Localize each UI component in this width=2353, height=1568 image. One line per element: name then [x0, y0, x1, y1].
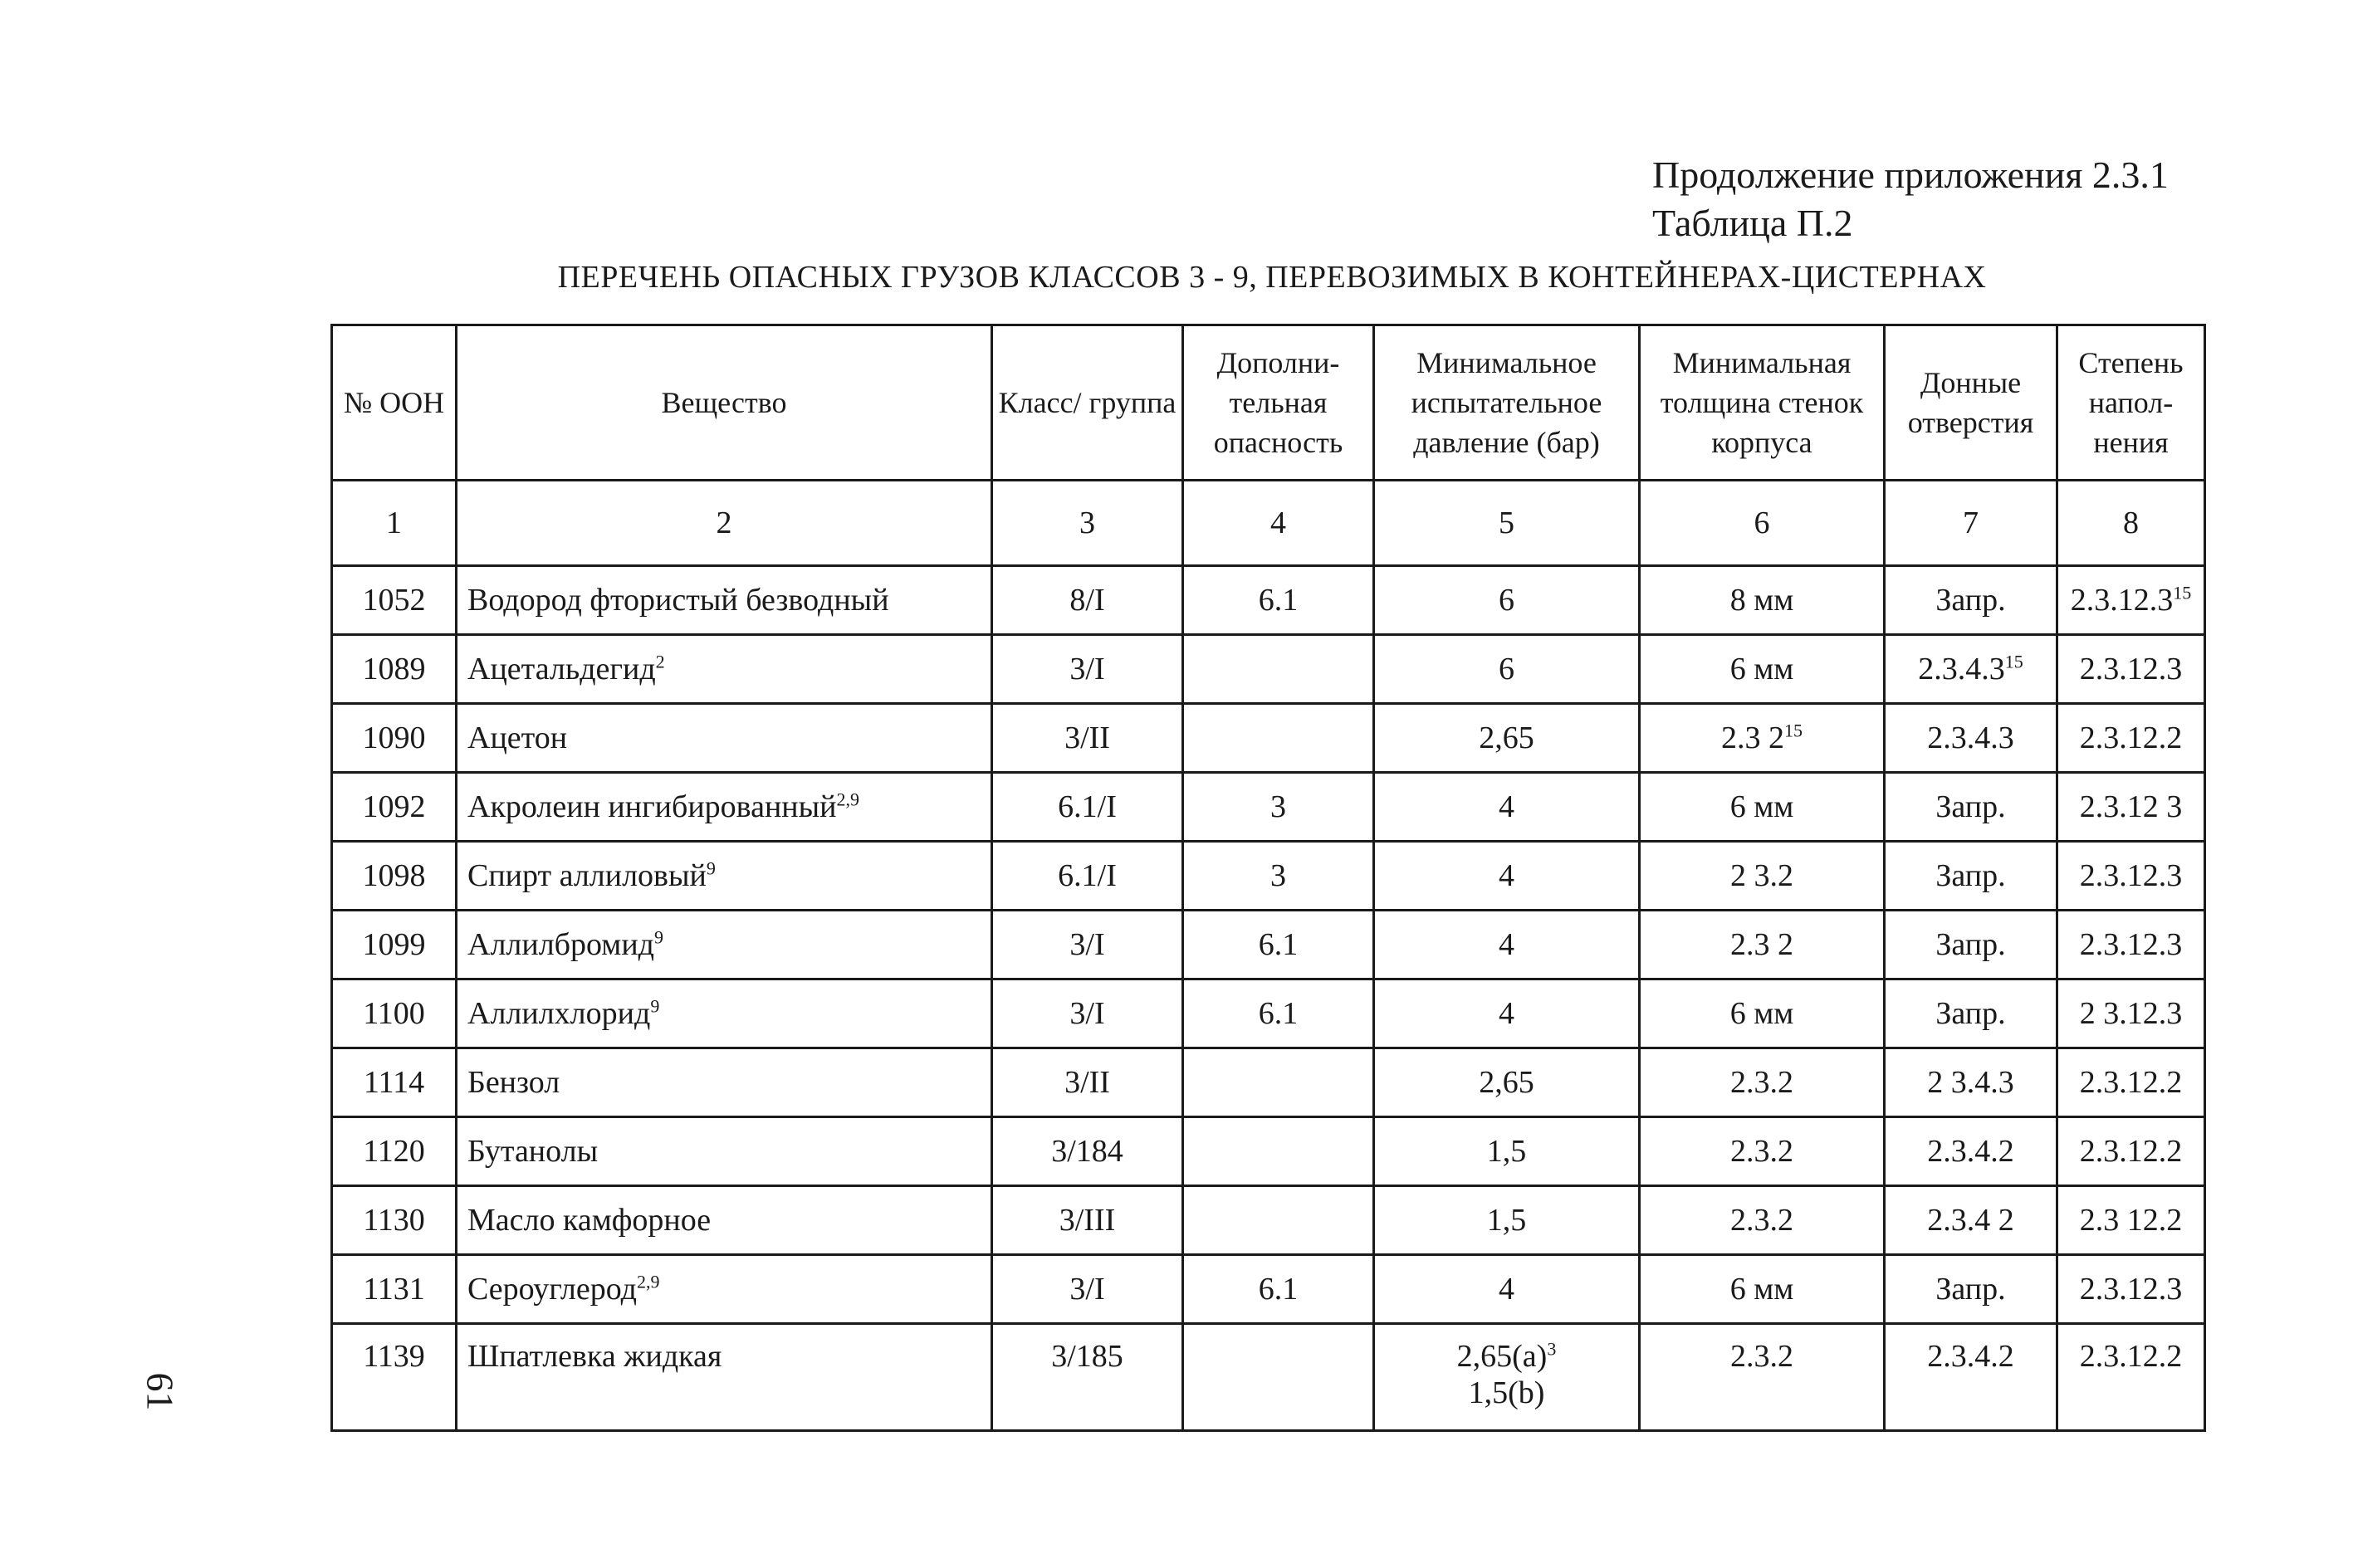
substance-cell	[457, 1117, 992, 1186]
bottom-openings-cell	[1885, 1117, 2057, 1186]
footnote-reference: 9	[706, 857, 716, 879]
un-number-cell	[332, 1324, 457, 1431]
un-number-cell	[332, 1048, 457, 1117]
test-pressure-cell	[1374, 1255, 1640, 1324]
filling-degree-cell-value: 2 3.12.3	[2079, 996, 2183, 1031]
test-pressure-cell	[1374, 1324, 1640, 1431]
filling-degree-cell-value: 2.3.12.2	[2079, 1339, 2183, 1374]
un-number-cell	[332, 1117, 457, 1186]
filling-degree-cell	[2057, 635, 2205, 704]
filling-degree-cell-value: 2.3.12.3	[2079, 652, 2183, 686]
column-header: Вещество	[457, 325, 992, 481]
wall-thickness-cell	[1640, 635, 1885, 704]
wall-thickness-cell	[1640, 1117, 1885, 1186]
substance-cell	[457, 1324, 992, 1431]
continuation-label: Продолжение приложения 2.3.1	[1652, 154, 2169, 196]
class-group-cell-value: 3/I	[1069, 652, 1105, 686]
un-number-cell	[332, 773, 457, 842]
filling-degree-cell	[2057, 1255, 2205, 1324]
substance-cell	[457, 635, 992, 704]
filling-degree-cell-value: 2.3.12.3	[2079, 927, 2183, 962]
footnote-reference: 2	[655, 651, 665, 672]
substance-cell-value: Спирт аллиловый	[467, 858, 707, 893]
filling-degree-cell-value: 2.3.12.3	[2079, 1272, 2183, 1307]
table-row	[332, 911, 2205, 979]
un-number-cell-value: 1131	[363, 1272, 425, 1307]
filling-degree-cell	[2057, 911, 2205, 979]
additional-hazard-cell-value: 6.1	[1258, 583, 1299, 618]
un-number-cell	[332, 911, 457, 979]
table-row	[332, 773, 2205, 842]
bottom-openings-cell-value: Запр.	[1935, 1272, 2006, 1307]
bottom-openings-cell	[1885, 979, 2057, 1048]
substance-cell	[457, 1255, 992, 1324]
filling-degree-cell	[2057, 842, 2205, 911]
class-group-cell	[992, 566, 1183, 635]
un-number-cell	[332, 842, 457, 911]
wall-thickness-cell-value: 6 мм	[1729, 789, 1794, 824]
additional-hazard-cell	[1183, 979, 1374, 1048]
column-number-row	[332, 481, 2205, 566]
substance-cell	[457, 911, 992, 979]
table-row	[332, 1255, 2205, 1324]
footnote-reference: 2,9	[836, 789, 860, 810]
additional-hazard-cell-value: 3	[1270, 858, 1286, 893]
bottom-openings-cell	[1885, 1186, 2057, 1255]
test-pressure-cell-value: 1,5	[1486, 1134, 1527, 1169]
wall-thickness-cell	[1640, 979, 1885, 1048]
class-group-cell	[992, 635, 1183, 704]
substance-cell-value: Бутанолы	[467, 1134, 599, 1169]
un-number-cell	[332, 566, 457, 635]
test-pressure-cell	[1374, 1048, 1640, 1117]
filling-degree-cell-value: 2.3.12.3	[2079, 858, 2183, 893]
test-pressure-cell	[1374, 635, 1640, 704]
class-group-cell	[992, 704, 1183, 773]
test-pressure-cell	[1374, 704, 1640, 773]
wall-thickness-cell-value: 6 мм	[1729, 996, 1794, 1031]
test-pressure-cell-value: 4	[1499, 789, 1514, 824]
test-pressure-cell-value: 4	[1499, 996, 1514, 1031]
filling-degree-cell	[2057, 1117, 2205, 1186]
filling-degree-cell	[2057, 1324, 2205, 1431]
bottom-openings-cell	[1885, 704, 2057, 773]
additional-hazard-cell	[1183, 1255, 1374, 1324]
column-number: 5	[1374, 481, 1640, 566]
additional-hazard-cell	[1183, 1117, 1374, 1186]
wall-thickness-cell	[1640, 1255, 1885, 1324]
footnote-reference: 3	[1547, 1338, 1557, 1360]
footnote-reference: 15	[2004, 651, 2023, 672]
additional-hazard-cell	[1183, 1324, 1374, 1431]
table-row	[332, 1324, 2205, 1431]
filling-degree-cell-value: 2.3 12.2	[2079, 1203, 2183, 1238]
substance-cell-value: Сероуглерод	[467, 1272, 637, 1307]
column-header: Донные отверстия	[1885, 325, 2057, 481]
substance-cell-value: Аллилхлорид	[467, 996, 651, 1031]
class-group-cell-value: 3/184	[1051, 1134, 1123, 1169]
substance-cell-value: Ацетон	[467, 720, 568, 755]
test-pressure-second-line: 1,5(b)	[1468, 1375, 1545, 1410]
wall-thickness-cell-value: 2.3 2	[1730, 927, 1793, 962]
additional-hazard-cell	[1183, 704, 1374, 773]
substance-cell-value: Водород фтористый безводный	[467, 583, 889, 618]
class-group-cell	[992, 1117, 1183, 1186]
class-group-cell	[992, 1324, 1183, 1431]
bottom-openings-cell	[1885, 566, 2057, 635]
table-row	[332, 1186, 2205, 1255]
test-pressure-cell-value: 2,65	[1479, 720, 1534, 755]
wall-thickness-cell-value: 2.3.2	[1730, 1065, 1793, 1100]
wall-thickness-cell	[1640, 566, 1885, 635]
bottom-openings-cell	[1885, 1255, 2057, 1324]
un-number-cell-value: 1090	[362, 720, 426, 755]
additional-hazard-cell-value: 6.1	[1258, 996, 1299, 1031]
substance-cell	[457, 1186, 992, 1255]
test-pressure-cell	[1374, 1117, 1640, 1186]
column-number: 1	[332, 481, 457, 566]
un-number-cell-value: 1092	[362, 789, 426, 824]
bottom-openings-cell-value: 2.3.4.3	[1918, 652, 2005, 686]
wall-thickness-cell-value: 8 мм	[1729, 583, 1794, 618]
test-pressure-cell	[1374, 911, 1640, 979]
substance-cell-value: Аллилбромид	[467, 927, 654, 962]
filling-degree-cell	[2057, 773, 2205, 842]
un-number-cell-value: 1099	[362, 927, 426, 962]
table-row	[332, 979, 2205, 1048]
filling-degree-cell-value: 2.3.12.3	[2070, 583, 2174, 618]
column-number: 2	[457, 481, 992, 566]
wall-thickness-cell-value: 2 3.2	[1730, 858, 1793, 893]
class-group-cell-value: 3/I	[1069, 1272, 1105, 1307]
test-pressure-cell-value: 2,65(a)	[1456, 1339, 1548, 1374]
un-number-cell-value: 1089	[362, 652, 426, 686]
bottom-openings-cell	[1885, 842, 2057, 911]
test-pressure-cell-value: 1,5	[1486, 1203, 1527, 1238]
table-label: Таблица П.2	[1652, 202, 1853, 244]
additional-hazard-cell-value: 3	[1270, 789, 1286, 824]
filling-degree-cell-value: 2.3.12.2	[2079, 1134, 2183, 1169]
class-group-cell-value: 8/I	[1069, 583, 1105, 618]
page-number: 61	[139, 1372, 182, 1411]
bottom-openings-cell-value: 2 3.4.3	[1927, 1065, 2014, 1100]
additional-hazard-cell	[1183, 773, 1374, 842]
substance-cell-value: Масло камфорное	[467, 1203, 712, 1238]
substance-cell	[457, 704, 992, 773]
un-number-cell	[332, 1255, 457, 1324]
un-number-cell-value: 1098	[362, 858, 426, 893]
bottom-openings-cell	[1885, 1324, 2057, 1431]
additional-hazard-cell	[1183, 1186, 1374, 1255]
bottom-openings-cell-value: Запр.	[1935, 583, 2006, 618]
dangerous-goods-table	[330, 324, 2206, 1432]
column-number: 4	[1183, 481, 1374, 566]
column-header: Минимальная толщина стенок корпуса	[1640, 325, 1885, 481]
un-number-cell	[332, 704, 457, 773]
table-row	[332, 842, 2205, 911]
filling-degree-cell-value: 2.3.12.2	[2079, 720, 2183, 755]
class-group-cell-value: 6.1/I	[1058, 789, 1117, 824]
filling-degree-cell-value: 2.3.12.2	[2079, 1065, 2183, 1100]
test-pressure-cell	[1374, 979, 1640, 1048]
un-number-cell	[332, 635, 457, 704]
document-heading	[1652, 151, 2169, 247]
un-number-cell	[332, 1186, 457, 1255]
bottom-openings-cell-value: 2.3.4.2	[1927, 1339, 2014, 1374]
table-body	[332, 566, 2205, 1431]
column-number: 8	[2057, 481, 2205, 566]
additional-hazard-cell-value: 6.1	[1258, 927, 1299, 962]
test-pressure-cell-value: 2,65	[1479, 1065, 1534, 1100]
wall-thickness-cell	[1640, 842, 1885, 911]
class-group-cell-value: 3/II	[1064, 1065, 1110, 1100]
header-row	[332, 325, 2205, 481]
wall-thickness-cell-value: 2.3.2	[1730, 1339, 1793, 1374]
un-number-cell-value: 1100	[363, 996, 425, 1031]
wall-thickness-cell-value: 2.3.2	[1730, 1203, 1793, 1238]
column-number: 6	[1640, 481, 1885, 566]
test-pressure-cell	[1374, 1186, 1640, 1255]
additional-hazard-cell	[1183, 911, 1374, 979]
un-number-cell-value: 1052	[362, 583, 426, 618]
class-group-cell-value: 3/185	[1051, 1339, 1123, 1374]
bottom-openings-cell-value: Запр.	[1935, 789, 2006, 824]
table-row	[332, 566, 2205, 635]
bottom-openings-cell	[1885, 1048, 2057, 1117]
substance-cell	[457, 1048, 992, 1117]
wall-thickness-cell-value: 2.3 2	[1721, 720, 1784, 755]
substance-cell	[457, 842, 992, 911]
filling-degree-cell	[2057, 1186, 2205, 1255]
un-number-cell-value: 1114	[363, 1065, 425, 1100]
wall-thickness-cell	[1640, 704, 1885, 773]
substance-cell	[457, 566, 992, 635]
wall-thickness-cell	[1640, 773, 1885, 842]
class-group-cell	[992, 911, 1183, 979]
footnote-reference: 9	[654, 926, 663, 948]
substance-cell-value: Шпатлевка жидкая	[467, 1339, 722, 1374]
filling-degree-cell	[2057, 1048, 2205, 1117]
class-group-cell-value: 3/III	[1059, 1203, 1116, 1238]
substance-cell-value: Бензол	[467, 1065, 560, 1100]
wall-thickness-cell-value: 6 мм	[1729, 1272, 1794, 1307]
bottom-openings-cell-value: 2.3.4.2	[1927, 1134, 2014, 1169]
test-pressure-cell-value: 4	[1499, 1272, 1514, 1307]
table-row	[332, 635, 2205, 704]
column-number: 3	[992, 481, 1183, 566]
wall-thickness-cell	[1640, 1186, 1885, 1255]
additional-hazard-cell	[1183, 566, 1374, 635]
un-number-cell	[332, 979, 457, 1048]
filling-degree-cell	[2057, 704, 2205, 773]
wall-thickness-cell	[1640, 1324, 1885, 1431]
un-number-cell-value: 1120	[363, 1134, 425, 1169]
un-number-cell-value: 1130	[363, 1203, 425, 1238]
test-pressure-cell-value: 4	[1499, 858, 1514, 893]
substance-cell	[457, 773, 992, 842]
bottom-openings-cell	[1885, 773, 2057, 842]
column-header: Дополни-тельная опасность	[1183, 325, 1374, 481]
class-group-cell	[992, 1048, 1183, 1117]
test-pressure-cell	[1374, 566, 1640, 635]
footnote-reference: 15	[2173, 582, 2192, 603]
additional-hazard-cell	[1183, 842, 1374, 911]
wall-thickness-cell-value: 2.3.2	[1730, 1134, 1793, 1169]
additional-hazard-cell	[1183, 1048, 1374, 1117]
class-group-cell-value: 3/II	[1064, 720, 1110, 755]
column-number: 7	[1885, 481, 2057, 566]
class-group-cell	[992, 773, 1183, 842]
footnote-reference: 9	[650, 995, 660, 1017]
bottom-openings-cell-value: Запр.	[1935, 858, 2006, 893]
column-header: № ООН	[332, 325, 457, 481]
substance-cell-value: Ацетальдегид	[467, 652, 656, 686]
wall-thickness-cell	[1640, 1048, 1885, 1117]
footnote-reference: 2,9	[636, 1271, 660, 1292]
class-group-cell-value: 3/I	[1069, 927, 1105, 962]
wall-thickness-cell	[1640, 911, 1885, 979]
table-row	[332, 1048, 2205, 1117]
table-row	[332, 1117, 2205, 1186]
page-title: ПЕРЕЧЕНЬ ОПАСНЫХ ГРУЗОВ КЛАССОВ 3 - 9, ПЕРЕВОЗИМЫХ В КОНТЕЙНЕРАХ-ЦИСТЕРНАХ	[557, 260, 1987, 295]
filling-degree-cell	[2057, 566, 2205, 635]
footnote-reference: 15	[1784, 720, 1803, 741]
test-pressure-cell	[1374, 773, 1640, 842]
test-pressure-cell-value: 6	[1499, 652, 1514, 686]
filling-degree-cell-value: 2.3.12 3	[2079, 789, 2183, 824]
column-header: Минимальное испытательное давление (бар)	[1374, 325, 1640, 481]
un-number-cell-value: 1139	[363, 1339, 425, 1374]
test-pressure-cell-value: 4	[1499, 927, 1514, 962]
class-group-cell-value: 6.1/I	[1058, 858, 1117, 893]
class-group-cell	[992, 842, 1183, 911]
class-group-cell	[992, 1186, 1183, 1255]
substance-cell	[457, 979, 992, 1048]
wall-thickness-cell-value: 6 мм	[1729, 652, 1794, 686]
bottom-openings-cell-value: Запр.	[1935, 927, 2006, 962]
table-row	[332, 704, 2205, 773]
substance-cell-value: Акролеин ингибированный	[467, 789, 837, 824]
additional-hazard-cell-value: 6.1	[1258, 1272, 1299, 1307]
bottom-openings-cell-value: Запр.	[1935, 996, 2006, 1031]
bottom-openings-cell	[1885, 911, 2057, 979]
filling-degree-cell	[2057, 979, 2205, 1048]
bottom-openings-cell-value: 2.3.4.3	[1927, 720, 2014, 755]
column-header: Степень напол-нения	[2057, 325, 2205, 481]
class-group-cell	[992, 1255, 1183, 1324]
test-pressure-cell	[1374, 842, 1640, 911]
class-group-cell-value: 3/I	[1069, 996, 1105, 1031]
bottom-openings-cell-value: 2.3.4 2	[1927, 1203, 2014, 1238]
additional-hazard-cell	[1183, 635, 1374, 704]
column-header: Класс/ группа	[992, 325, 1183, 481]
bottom-openings-cell	[1885, 635, 2057, 704]
test-pressure-cell-value: 6	[1499, 583, 1514, 618]
class-group-cell	[992, 979, 1183, 1048]
